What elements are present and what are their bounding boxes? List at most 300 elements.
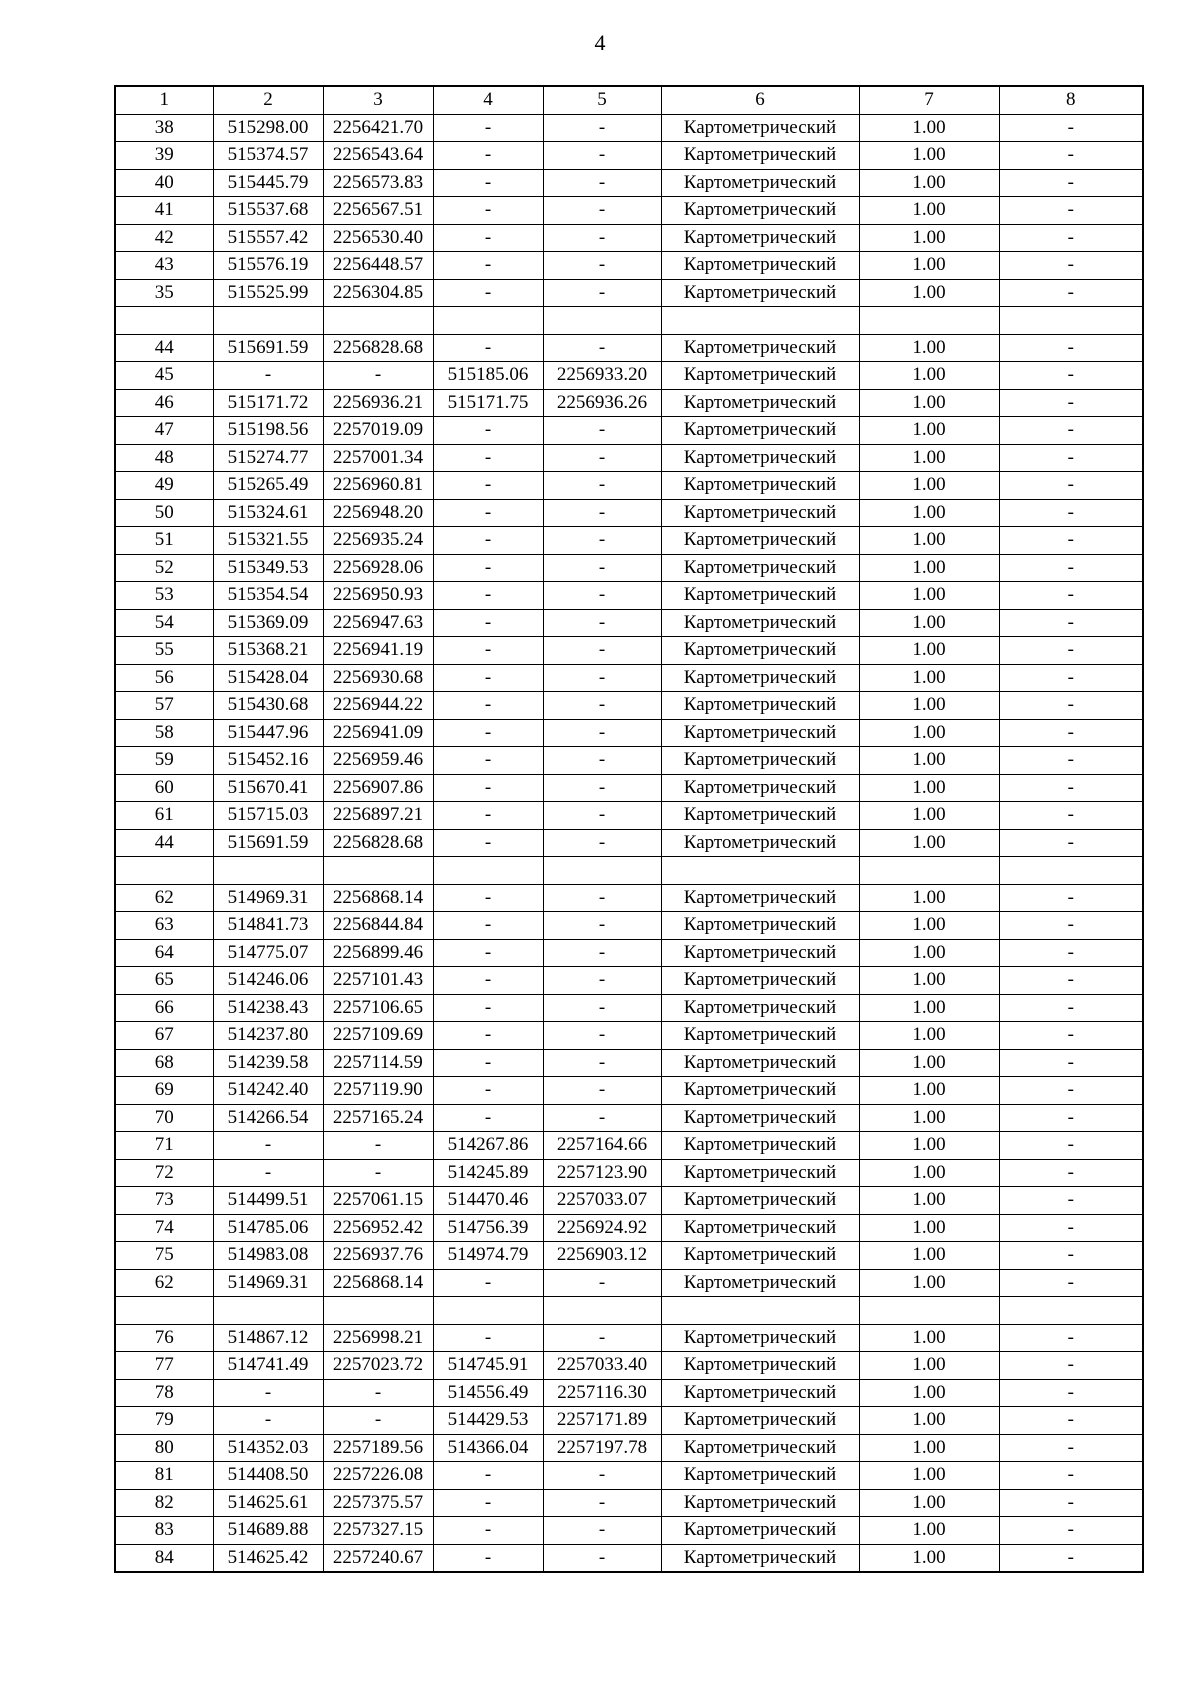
point-number-cell: 49 [115,472,213,500]
method-cell: Картометрический [661,1544,859,1572]
column-header-1: 1 [115,86,213,114]
point-number-cell: 52 [115,554,213,582]
table-row [115,1544,1143,1572]
table-row [115,1159,1143,1187]
description-cell: - [999,664,1143,692]
point-number-cell: 77 [115,1352,213,1380]
y-coordinate-cell: 2256567.51 [323,197,433,225]
table-row [115,1242,1143,1270]
y-new-coordinate-cell: - [543,912,661,940]
method-cell: Картометрический [661,747,859,775]
description-cell: - [999,1324,1143,1352]
x-new-coordinate-cell: - [433,279,543,307]
description-cell: - [999,472,1143,500]
accuracy-cell: 1.00 [859,994,999,1022]
x-new-coordinate-cell: - [433,994,543,1022]
x-coordinate-cell: 514238.43 [213,994,323,1022]
description-cell: - [999,417,1143,445]
x-coordinate-cell: 514625.42 [213,1544,323,1572]
y-coordinate-cell: 2256868.14 [323,1269,433,1297]
y-coordinate-cell: - [323,1159,433,1187]
accuracy-cell: 1.00 [859,142,999,170]
description-cell: - [999,1242,1143,1270]
y-new-coordinate-cell: 2256924.92 [543,1214,661,1242]
x-coordinate-cell: 515537.68 [213,197,323,225]
accuracy-cell: 1.00 [859,774,999,802]
description-cell: - [999,114,1143,142]
y-new-coordinate-cell: - [543,334,661,362]
x-coordinate-cell: 514266.54 [213,1104,323,1132]
x-coordinate-cell [213,857,323,885]
table-row [115,224,1143,252]
table-row [115,884,1143,912]
x-coordinate-cell: 514499.51 [213,1187,323,1215]
x-coordinate-cell: 514625.61 [213,1489,323,1517]
x-new-coordinate-cell: - [433,527,543,555]
description-cell: - [999,527,1143,555]
y-new-coordinate-cell: - [543,1049,661,1077]
x-coordinate-cell [213,1297,323,1325]
accuracy-cell: 1.00 [859,224,999,252]
y-coordinate-cell [323,307,433,335]
description-cell: - [999,334,1143,362]
x-coordinate-cell: 514237.80 [213,1022,323,1050]
description-cell: - [999,279,1143,307]
description-cell: - [999,1269,1143,1297]
method-cell: Картометрический [661,967,859,995]
description-cell: - [999,1187,1143,1215]
y-coordinate-cell: 2256304.85 [323,279,433,307]
x-new-coordinate-cell: 514756.39 [433,1214,543,1242]
x-coordinate-cell: 515670.41 [213,774,323,802]
description-cell: - [999,884,1143,912]
table-row [115,1297,1143,1325]
table-row [115,912,1143,940]
x-new-coordinate-cell: 514470.46 [433,1187,543,1215]
y-coordinate-cell: - [323,1132,433,1160]
x-new-coordinate-cell: - [433,774,543,802]
point-number-cell: 41 [115,197,213,225]
method-cell: Картометрический [661,1022,859,1050]
y-new-coordinate-cell: - [543,554,661,582]
x-new-coordinate-cell: 514429.53 [433,1407,543,1435]
method-cell: Картометрический [661,334,859,362]
point-number-cell: 51 [115,527,213,555]
x-coordinate-cell: 515447.96 [213,719,323,747]
method-cell: Картометрический [661,362,859,390]
description-cell: - [999,224,1143,252]
y-new-coordinate-cell: - [543,1269,661,1297]
table-row [115,1077,1143,1105]
method-cell: Картометрический [661,1077,859,1105]
x-coordinate-cell: - [213,1159,323,1187]
y-coordinate-cell: 2257114.59 [323,1049,433,1077]
page-number: 4 [594,30,606,55]
y-coordinate-cell: 2256936.21 [323,389,433,417]
x-new-coordinate-cell: - [433,1104,543,1132]
point-number-cell: 67 [115,1022,213,1050]
point-number-cell: 55 [115,637,213,665]
table-row [115,279,1143,307]
description-cell: - [999,1352,1143,1380]
x-coordinate-cell: 514867.12 [213,1324,323,1352]
accuracy-cell: 1.00 [859,1462,999,1490]
table-row [115,857,1143,885]
x-coordinate-cell: 515349.53 [213,554,323,582]
table-row [115,692,1143,720]
y-new-coordinate-cell: - [543,664,661,692]
method-cell: Картометрический [661,114,859,142]
x-coordinate-cell: 514689.88 [213,1517,323,1545]
accuracy-cell: 1.00 [859,829,999,857]
x-new-coordinate-cell: 514745.91 [433,1352,543,1380]
x-new-coordinate-cell: - [433,197,543,225]
method-cell: Картометрический [661,719,859,747]
y-new-coordinate-cell: - [543,417,661,445]
accuracy-cell: 1.00 [859,967,999,995]
y-coordinate-cell: 2257019.09 [323,417,433,445]
y-new-coordinate-cell: 2257033.40 [543,1352,661,1380]
y-new-coordinate-cell: - [543,967,661,995]
x-coordinate-cell: 514741.49 [213,1352,323,1380]
x-coordinate-cell [213,307,323,335]
method-cell: Картометрический [661,664,859,692]
method-cell [661,1297,859,1325]
x-coordinate-cell: 514352.03 [213,1434,323,1462]
description-cell: - [999,802,1143,830]
description-cell: - [999,444,1143,472]
table-row [115,994,1143,1022]
y-coordinate-cell: 2257023.72 [323,1352,433,1380]
x-coordinate-cell: - [213,362,323,390]
point-number-cell: 48 [115,444,213,472]
column-header-6: 6 [661,86,859,114]
y-coordinate-cell: 2256907.86 [323,774,433,802]
accuracy-cell: 1.00 [859,252,999,280]
description-cell: - [999,499,1143,527]
table-row [115,334,1143,362]
x-coordinate-cell: - [213,1379,323,1407]
method-cell: Картометрический [661,527,859,555]
table-row [115,1022,1143,1050]
x-coordinate-cell: 514239.58 [213,1049,323,1077]
method-cell [661,857,859,885]
y-new-coordinate-cell: - [543,1489,661,1517]
accuracy-cell: 1.00 [859,1104,999,1132]
method-cell: Картометрический [661,472,859,500]
y-coordinate-cell: 2257226.08 [323,1462,433,1490]
method-cell: Картометрический [661,142,859,170]
method-cell: Картометрический [661,1049,859,1077]
point-number-cell: 59 [115,747,213,775]
table-row [115,939,1143,967]
x-coordinate-cell: 514969.31 [213,884,323,912]
description-cell [999,1297,1143,1325]
description-cell: - [999,1434,1143,1462]
accuracy-cell: 1.00 [859,609,999,637]
table-row [115,307,1143,335]
y-new-coordinate-cell: - [543,692,661,720]
table-row [115,1104,1143,1132]
y-coordinate-cell: 2256950.93 [323,582,433,610]
x-coordinate-cell: 515298.00 [213,114,323,142]
accuracy-cell: 1.00 [859,389,999,417]
method-cell: Картометрический [661,1434,859,1462]
y-new-coordinate-cell: 2257171.89 [543,1407,661,1435]
y-new-coordinate-cell: - [543,1022,661,1050]
method-cell: Картометрический [661,939,859,967]
table-row [115,747,1143,775]
point-number-cell: 72 [115,1159,213,1187]
x-new-coordinate-cell: 514267.86 [433,1132,543,1160]
column-header-7: 7 [859,86,999,114]
y-new-coordinate-cell: - [543,582,661,610]
point-number-cell: 81 [115,1462,213,1490]
accuracy-cell: 1.00 [859,1049,999,1077]
x-new-coordinate-cell [433,857,543,885]
x-new-coordinate-cell: - [433,664,543,692]
x-coordinate-cell: 514408.50 [213,1462,323,1490]
x-new-coordinate-cell: 514245.89 [433,1159,543,1187]
y-coordinate-cell: 2257119.90 [323,1077,433,1105]
table-row [115,1049,1143,1077]
accuracy-cell: 1.00 [859,197,999,225]
method-cell: Картометрический [661,417,859,445]
table-row [115,802,1143,830]
x-new-coordinate-cell: - [433,1077,543,1105]
x-coordinate-cell: 515265.49 [213,472,323,500]
table-row [115,1407,1143,1435]
x-new-coordinate-cell: - [433,939,543,967]
x-new-coordinate-cell: - [433,719,543,747]
x-new-coordinate-cell: 514974.79 [433,1242,543,1270]
description-cell: - [999,1407,1143,1435]
x-new-coordinate-cell: - [433,609,543,637]
point-number-cell: 45 [115,362,213,390]
table-row [115,582,1143,610]
coordinates-table [114,85,1144,1573]
table-row [115,967,1143,995]
x-new-coordinate-cell: - [433,1049,543,1077]
x-new-coordinate-cell: - [433,884,543,912]
y-new-coordinate-cell: 2257116.30 [543,1379,661,1407]
point-number-cell: 65 [115,967,213,995]
column-header-5: 5 [543,86,661,114]
x-new-coordinate-cell: - [433,252,543,280]
table-row [115,1517,1143,1545]
y-new-coordinate-cell: - [543,637,661,665]
accuracy-cell: 1.00 [859,884,999,912]
x-new-coordinate-cell: 514556.49 [433,1379,543,1407]
description-cell [999,857,1143,885]
x-new-coordinate-cell: - [433,142,543,170]
method-cell: Картометрический [661,1159,859,1187]
x-coordinate-cell: 514969.31 [213,1269,323,1297]
table-row [115,1324,1143,1352]
accuracy-cell: 1.00 [859,1324,999,1352]
y-coordinate-cell: 2256941.19 [323,637,433,665]
table-row [115,637,1143,665]
point-number-cell: 73 [115,1187,213,1215]
method-cell: Картометрический [661,169,859,197]
y-new-coordinate-cell: - [543,472,661,500]
y-coordinate-cell: - [323,1379,433,1407]
accuracy-cell: 1.00 [859,1517,999,1545]
x-new-coordinate-cell: 515171.75 [433,389,543,417]
x-new-coordinate-cell: - [433,637,543,665]
x-coordinate-cell: 515452.16 [213,747,323,775]
accuracy-cell: 1.00 [859,1434,999,1462]
y-coordinate-cell: 2257240.67 [323,1544,433,1572]
y-new-coordinate-cell: - [543,802,661,830]
point-number-cell: 42 [115,224,213,252]
method-cell: Картометрический [661,1187,859,1215]
table-row [115,142,1143,170]
accuracy-cell: 1.00 [859,1379,999,1407]
x-coordinate-cell: 515430.68 [213,692,323,720]
table-row [115,1132,1143,1160]
table-row [115,252,1143,280]
accuracy-cell [859,307,999,335]
column-header-3: 3 [323,86,433,114]
table-row [115,609,1143,637]
point-number-cell: 79 [115,1407,213,1435]
description-cell: - [999,1132,1143,1160]
x-coordinate-cell: 515691.59 [213,334,323,362]
x-coordinate-cell: 515274.77 [213,444,323,472]
x-coordinate-cell: 515374.57 [213,142,323,170]
y-new-coordinate-cell: - [543,774,661,802]
description-cell: - [999,389,1143,417]
point-number-cell: 82 [115,1489,213,1517]
table-row [115,114,1143,142]
y-new-coordinate-cell: - [543,1077,661,1105]
x-new-coordinate-cell: - [433,554,543,582]
accuracy-cell: 1.00 [859,747,999,775]
method-cell [661,307,859,335]
point-number-cell: 74 [115,1214,213,1242]
method-cell: Картометрический [661,444,859,472]
method-cell: Картометрический [661,197,859,225]
accuracy-cell: 1.00 [859,1352,999,1380]
description-cell: - [999,967,1143,995]
y-coordinate-cell: 2256543.64 [323,142,433,170]
accuracy-cell: 1.00 [859,114,999,142]
y-coordinate-cell: 2256959.46 [323,747,433,775]
y-new-coordinate-cell [543,1297,661,1325]
y-new-coordinate-cell: - [543,279,661,307]
x-new-coordinate-cell: - [433,472,543,500]
description-cell: - [999,1544,1143,1572]
description-cell: - [999,554,1143,582]
accuracy-cell: 1.00 [859,664,999,692]
y-new-coordinate-cell: 2256933.20 [543,362,661,390]
accuracy-cell: 1.00 [859,1489,999,1517]
method-cell: Картометрический [661,499,859,527]
accuracy-cell: 1.00 [859,362,999,390]
x-new-coordinate-cell: - [433,224,543,252]
y-new-coordinate-cell: - [543,747,661,775]
y-coordinate-cell: 2256844.84 [323,912,433,940]
y-coordinate-cell: 2256421.70 [323,114,433,142]
accuracy-cell: 1.00 [859,1077,999,1105]
y-coordinate-cell: 2256448.57 [323,252,433,280]
point-number-cell: 84 [115,1544,213,1572]
description-cell: - [999,637,1143,665]
y-new-coordinate-cell: - [543,114,661,142]
y-coordinate-cell: 2256899.46 [323,939,433,967]
table-row [115,527,1143,555]
x-new-coordinate-cell [433,307,543,335]
point-number-cell [115,307,213,335]
accuracy-cell: 1.00 [859,334,999,362]
accuracy-cell: 1.00 [859,637,999,665]
y-coordinate-cell: 2257375.57 [323,1489,433,1517]
y-new-coordinate-cell: - [543,1544,661,1572]
x-coordinate-cell: 515576.19 [213,252,323,280]
y-coordinate-cell: 2256530.40 [323,224,433,252]
table-row [115,829,1143,857]
table-body [115,114,1143,1572]
y-coordinate-cell: 2257106.65 [323,994,433,1022]
description-cell: - [999,197,1143,225]
y-coordinate-cell [323,1297,433,1325]
description-cell: - [999,912,1143,940]
method-cell: Картометрический [661,224,859,252]
point-number-cell: 63 [115,912,213,940]
accuracy-cell: 1.00 [859,802,999,830]
method-cell: Картометрический [661,1214,859,1242]
accuracy-cell: 1.00 [859,527,999,555]
y-coordinate-cell: 2256947.63 [323,609,433,637]
table-row [115,197,1143,225]
y-new-coordinate-cell: - [543,609,661,637]
y-coordinate-cell: 2256930.68 [323,664,433,692]
description-cell: - [999,692,1143,720]
x-coordinate-cell: 514841.73 [213,912,323,940]
y-coordinate-cell: 2257109.69 [323,1022,433,1050]
header-row [115,86,1143,114]
method-cell: Картометрический [661,1242,859,1270]
y-new-coordinate-cell: 2257197.78 [543,1434,661,1462]
y-coordinate-cell: 2257165.24 [323,1104,433,1132]
method-cell: Картометрический [661,692,859,720]
x-coordinate-cell: 515198.56 [213,417,323,445]
y-coordinate-cell: 2256935.24 [323,527,433,555]
x-new-coordinate-cell: - [433,747,543,775]
description-cell: - [999,1104,1143,1132]
table-row [115,1269,1143,1297]
x-new-coordinate-cell: - [433,582,543,610]
y-new-coordinate-cell [543,857,661,885]
point-number-cell: 66 [115,994,213,1022]
point-number-cell: 40 [115,169,213,197]
point-number-cell: 80 [115,1434,213,1462]
point-number-cell: 61 [115,802,213,830]
point-number-cell: 60 [115,774,213,802]
method-cell: Картометрический [661,252,859,280]
point-number-cell: 62 [115,1269,213,1297]
x-new-coordinate-cell: - [433,417,543,445]
point-number-cell: 44 [115,334,213,362]
description-cell: - [999,1159,1143,1187]
point-number-cell: 68 [115,1049,213,1077]
method-cell: Картометрический [661,1324,859,1352]
y-new-coordinate-cell: - [543,939,661,967]
x-coordinate-cell: 515354.54 [213,582,323,610]
x-coordinate-cell: 515557.42 [213,224,323,252]
table-row [115,554,1143,582]
